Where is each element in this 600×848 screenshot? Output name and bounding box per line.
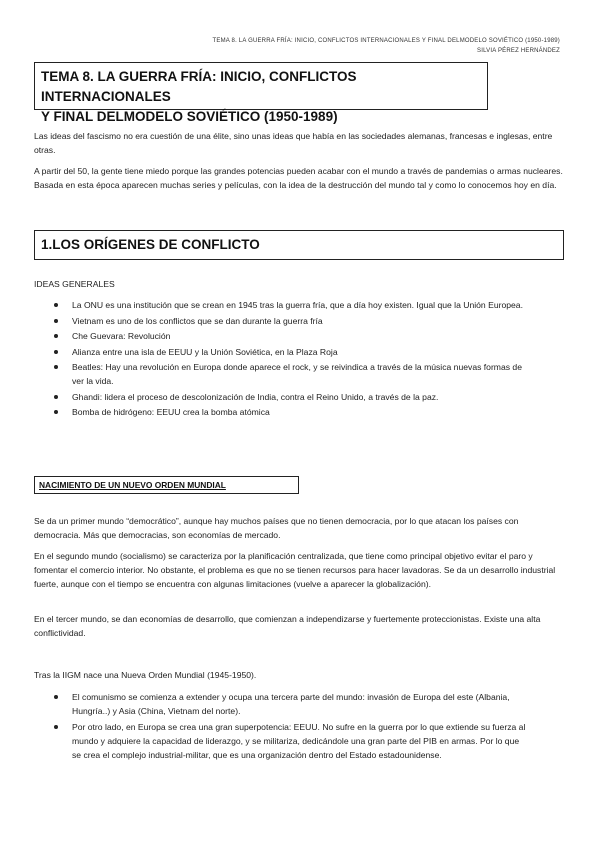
subsection-heading-box <box>34 476 299 494</box>
list-item: Vietnam es uno de los conflictos que se dan durante la guerra fría <box>34 314 530 328</box>
section2-paragraph-1: Se da un primer mundo “democrático”, aunque hay muchos países que no tienen democracia, por lo que atacan los países con democracia. Más que democracias, son economías de mercado. <box>34 516 519 540</box>
list-item: Che Guevara: Revolución <box>34 329 530 343</box>
list-item: Por otro lado, en Europa se crea una gran superpotencia: EEUU. No sufre en la guerra por lo que extiende su fuerza al mundo y adquiere la capacidad de liderazgo, y se militariza, dedicándole una gran parte del PIB en armas. Por lo que se crea el complejo industrial-militar, que es una organización dentro del Estado estadounidense. <box>34 720 530 762</box>
header-author: SILVIA PÉREZ HERNÁNDEZ <box>477 48 560 54</box>
bullet-icon <box>54 410 58 414</box>
bullet-icon <box>54 365 58 369</box>
list-item: Ghandi: lidera el proceso de descolonización de India, contra el Reino Unido, a través de la paz. <box>34 390 530 404</box>
bullet-icon <box>54 725 58 729</box>
section-heading: 1.LOS ORÍGENES DE CONFLICTO <box>41 237 260 252</box>
ideas-generales-list <box>34 298 530 421</box>
list-item: La ONU es una institución que se crean en 1945 tras la guerra fría, que a día hoy existen. Igual que la Unión Europea. <box>34 298 530 312</box>
list-item: Beatles: Hay una revolución en Europa donde aparece el rock, y se reivindica a través de la música nuevas formas de ver la vida. <box>34 360 530 388</box>
subsection-heading: NACIMIENTO DE UN NUEVO ORDEN MUNDIAL <box>39 480 226 490</box>
intro-paragraph-2: A partir del 50, la gente tiene miedo porque las grandes potencias pueden acabar con el mundo a través de pandemias o armas nucleares. Basada en esta época aparecen muchas series y películas, con la idea de la destrucción del mundo tal y como lo conocemos hoy en día. <box>34 166 563 190</box>
intro-paragraph-1: Las ideas del fascismo no era cuestión de una élite, sino unas ideas que había en las sociedades alemanas, francesas e inglesas, entre otras. <box>34 131 553 155</box>
bullet-icon <box>54 319 58 323</box>
running-header <box>213 36 560 56</box>
list-item: Alianza entre una isla de EEUU y la Unión Soviética, en la Plaza Roja <box>34 345 530 359</box>
page-title-line-2: Y FINAL DELMODELO SOVIÉTICO (1950-1989) <box>41 109 338 124</box>
list-item: Bomba de hidrógeno: EEUU crea la bomba atómica <box>34 405 530 419</box>
bullet-icon <box>54 350 58 354</box>
list-item: El comunismo se comienza a extender y ocupa una tercera parte del mundo: invasión de Europa del este (Albania, Hungría..) y Asia (China, Vietnam del norte). <box>34 690 530 718</box>
header-doc-title: TEMA 8. LA GUERRA FRÍA: INICIO, CONFLICTOS INTERNACIONALES Y FINAL DELMODELO SOVIÉTICO (1950-1989) <box>212 38 560 44</box>
bullet-icon <box>54 695 58 699</box>
bullet-icon <box>54 395 58 399</box>
ideas-generales-label: IDEAS GENERALES <box>34 279 115 289</box>
section2-paragraph-4: Tras la IIGM nace una Nueva Orden Mundial (1945-1950). <box>34 670 257 680</box>
page-title-line-1: TEMA 8. LA GUERRA FRÍA: INICIO, CONFLICTOS INTERNACIONALES <box>41 69 357 104</box>
bullet-icon <box>54 334 58 338</box>
section2-paragraph-3: En el tercer mundo, se dan economías de desarrollo, que comienzan a independizarse y fuertemente proteccionistas. Existe una alta conflictividad. <box>34 614 541 638</box>
section-heading-box <box>34 230 564 260</box>
section2-paragraph-2: En el segundo mundo (socialismo) se caracteriza por la planificación centralizada, que tiene como principal objetivo evitar el paro y fomentar el comercio interior. No obstante, el problema es que no se tienen recursos para hacer lavadoras. Se da un desarrollo industrial fuerte, aunque con el tiempo se encuentra con algunas limitaciones (vuelve a aparecer la globalización). <box>34 551 556 589</box>
page-title-box <box>34 62 488 124</box>
nuevo-orden-list <box>34 690 530 763</box>
bullet-icon <box>54 303 58 307</box>
